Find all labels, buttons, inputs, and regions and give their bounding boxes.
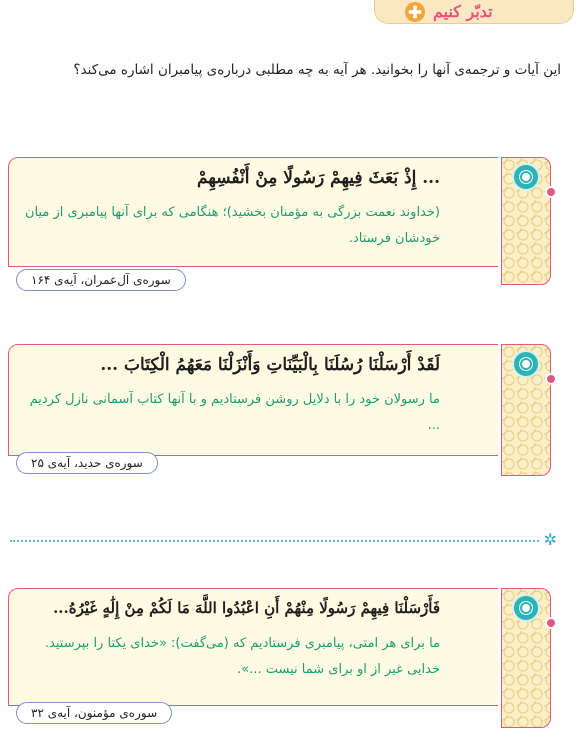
star-icon: ✲	[543, 530, 557, 549]
verse-reference: سوره‌ی مؤمنون، آیه‌ی ۳۲	[16, 702, 172, 724]
verse-card-body	[8, 157, 498, 267]
verse-card-body	[8, 344, 498, 456]
card-ornament	[501, 588, 551, 728]
verse-card-3	[8, 588, 551, 728]
intro-text: این آیات و ترجمه‌ی آنها را بخوانید. هر آیه به چه مطلبی درباره‌ی پیامبران اشاره می‌کند؟	[73, 62, 561, 78]
verse-text: لَقَدْ أَرْسَلْنَا رُسُلَنَا بِالْبَيِّنَاتِ وَأَنْزَلْنَا مَعَهُمُ الْكِتَابَ ...	[100, 355, 440, 375]
section-title: تدبّر کنیم	[433, 2, 493, 21]
verse-text: ... إِذْ بَعَثَ فِيهِمْ رَسُولًا مِنْ أَنْفُسِهِمْ	[197, 168, 440, 188]
card-ornament	[501, 344, 551, 476]
ornament-dot	[545, 373, 557, 385]
verse-translation: (خداوند نعمت بزرگی به مؤمنان بخشید)؛ هنگامی که برای آنها پیامبری از میان خودشان فرستاد.	[25, 205, 440, 246]
section-header	[374, 0, 574, 24]
verse-translation: ما رسولان خود را با دلایل روشن فرستادیم و با آنها کتاب آسمانی نازل کردیم ...	[29, 392, 440, 433]
ornament-dot	[545, 617, 557, 629]
ornament-dot	[545, 186, 557, 198]
verse-reference: سوره‌ی حدید، آیه‌ی ۲۵	[16, 452, 158, 474]
verse-card-body	[8, 588, 498, 706]
verse-card-1	[8, 157, 551, 285]
verse-text: فَأَرْسَلْنَا فِيهِمْ رَسُولًا مِنْهُمْ أَنِ اعْبُدُوا اللَّهَ مَا لَكُمْ مِنْ إِلَٰهٍ غَيْرُهُ...	[53, 599, 440, 617]
flower-icon	[405, 2, 425, 22]
section-divider	[10, 540, 539, 542]
ornament-icon	[512, 350, 540, 378]
ornament-icon	[512, 594, 540, 622]
verse-translation: ما برای هر امتی، پیامبری فرستادیم که (می‌گفت): «خدای یکتا را بپرستید. خدایی غیر از او برای شما نیست ...».	[44, 636, 440, 677]
verse-card-2	[8, 344, 551, 476]
verse-reference: سوره‌ی آل‌عمران، آیه‌ی ۱۶۴	[16, 269, 186, 291]
card-ornament	[501, 157, 551, 285]
ornament-icon	[512, 163, 540, 191]
